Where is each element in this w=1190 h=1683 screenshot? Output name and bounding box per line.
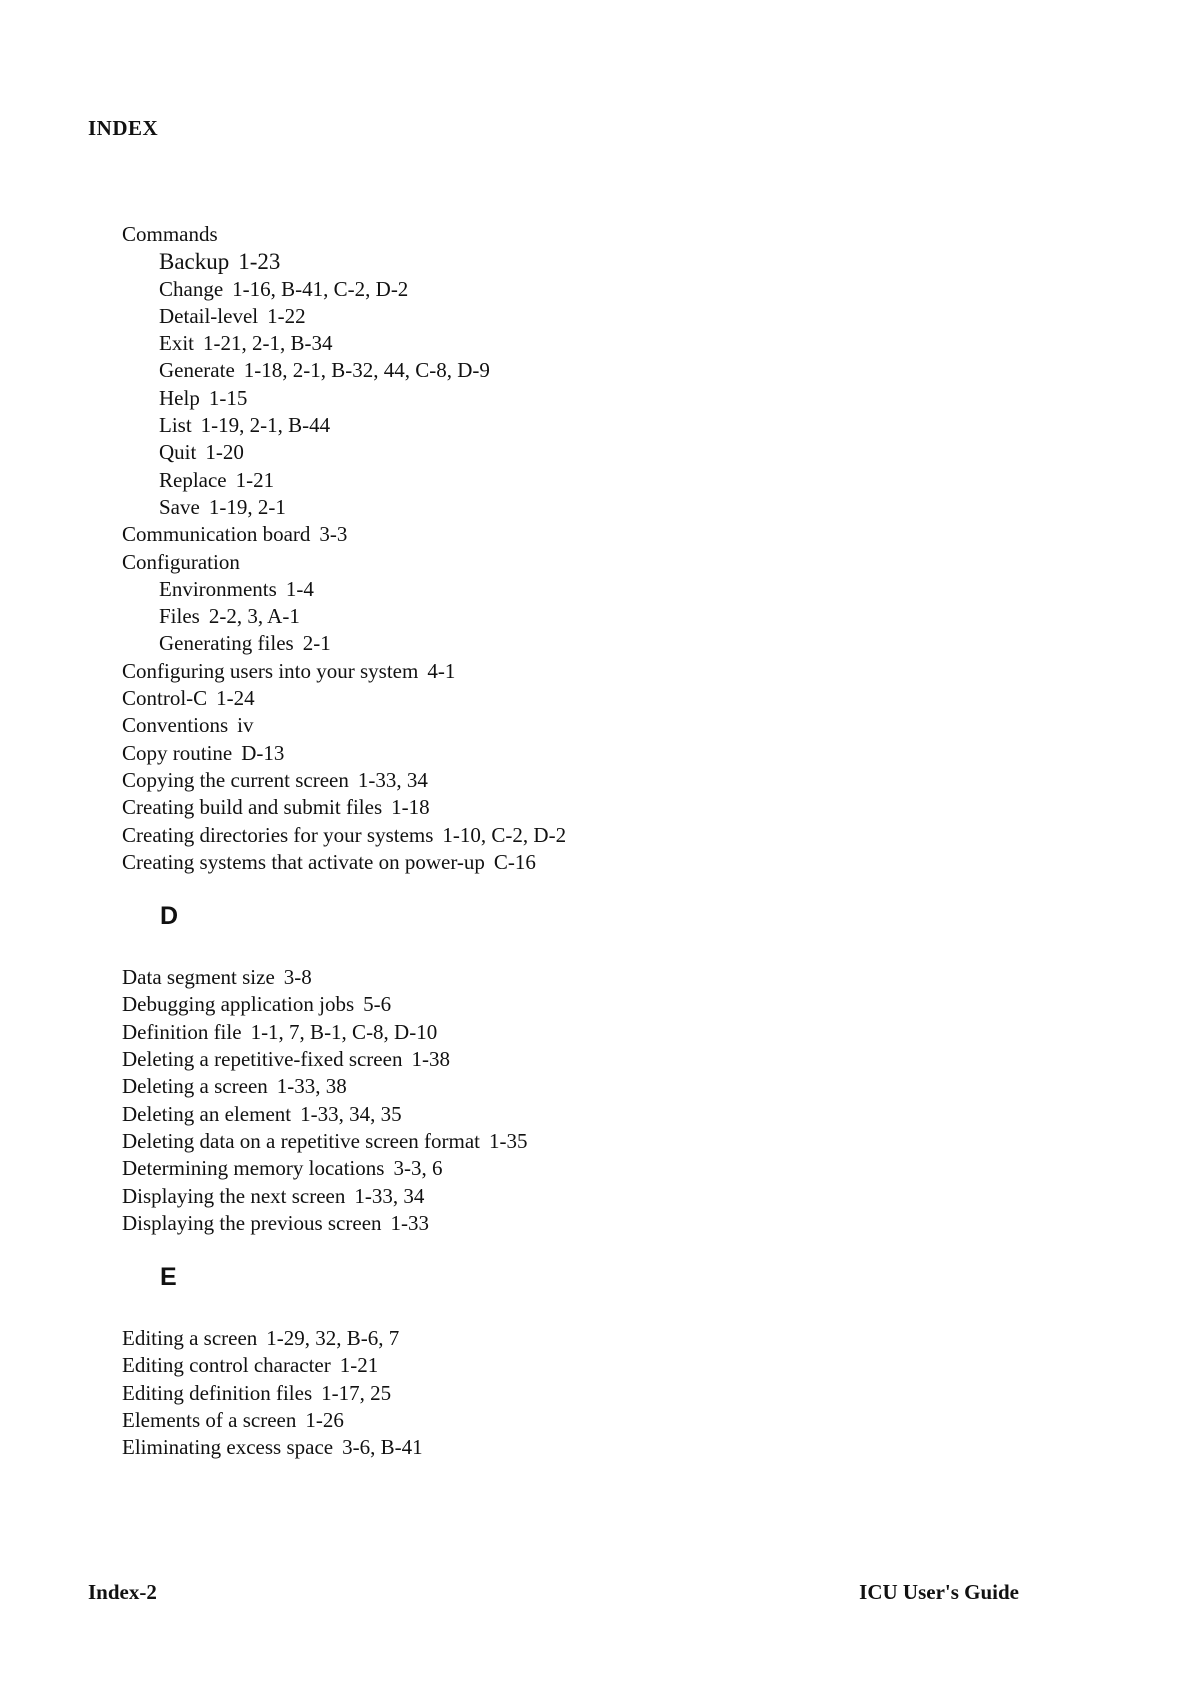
index-term: Deleting data on a repetitive screen format — [122, 1128, 481, 1153]
index-entry — [122, 685, 1022, 712]
index-term: Editing control character — [122, 1353, 331, 1378]
index-list — [122, 221, 1022, 1462]
index-page-refs: 1-22 — [267, 303, 306, 328]
index-entry — [122, 740, 1022, 767]
index-entry — [122, 1019, 1022, 1046]
index-entry — [122, 1046, 1022, 1073]
index-subentry — [122, 248, 1022, 275]
index-page-refs: 1-33, 34 — [357, 767, 428, 792]
index-section-e — [122, 1325, 1022, 1461]
index-page-refs: 1-33, 38 — [276, 1074, 347, 1099]
index-entry — [122, 794, 1022, 821]
index-page-refs: 3-3 — [319, 522, 348, 547]
index-term: Determining memory locations — [122, 1156, 385, 1181]
index-page-refs: 1-26 — [305, 1407, 344, 1432]
index-entry — [122, 658, 1022, 685]
index-term: Debugging application jobs — [122, 992, 355, 1017]
index-page-refs: C-16 — [493, 849, 536, 874]
index-term: Conventions — [122, 713, 229, 738]
index-subentry — [122, 385, 1022, 412]
index-page-refs: 2-1 — [302, 631, 331, 656]
index-page-refs: 4-1 — [427, 658, 456, 683]
index-subentry — [122, 303, 1022, 330]
page-number: Index-2 — [88, 1580, 157, 1604]
index-page-refs: 1-1, 7, B-1, C-8, D-10 — [250, 1019, 438, 1044]
index-term: Files — [159, 604, 200, 629]
index-page-refs: 1-21 — [235, 467, 275, 492]
index-entry — [122, 221, 1022, 248]
index-page-refs: 1-38 — [411, 1047, 450, 1072]
index-entry — [122, 767, 1022, 794]
index-term: Change — [159, 276, 224, 301]
section-letter-d: D — [160, 902, 179, 931]
index-term: Editing definition files — [122, 1380, 313, 1405]
index-term: Deleting a screen — [122, 1074, 268, 1099]
index-subentry — [122, 576, 1022, 603]
index-term: Creating systems that activate on power-up — [122, 849, 485, 874]
index-term: Quit — [159, 440, 197, 465]
index-entry — [122, 991, 1022, 1018]
index-page-refs: 3-8 — [283, 965, 312, 990]
index-entry — [122, 822, 1022, 849]
index-term: Elements of a screen — [122, 1407, 297, 1432]
index-term: Save — [159, 494, 200, 519]
index-page-refs: 1-21, 2-1, B-34 — [203, 331, 333, 356]
index-entry — [122, 521, 1022, 548]
index-page-refs: 1-19, 2-1 — [208, 494, 286, 519]
section-letter-e: E — [160, 1263, 177, 1292]
index-subentry — [122, 357, 1022, 384]
index-entry — [122, 712, 1022, 739]
index-subentry — [122, 494, 1022, 521]
index-term: Detail-level — [159, 303, 259, 328]
index-page-refs: 1-23 — [238, 249, 281, 275]
index-term: Control-C — [122, 686, 208, 711]
index-page-refs: 1-33, 34 — [354, 1183, 425, 1208]
index-subentry — [122, 412, 1022, 439]
index-term: Configuration — [122, 549, 240, 574]
index-page-refs: 1-33 — [390, 1210, 430, 1235]
index-entry — [122, 549, 1022, 576]
index-term: Commands — [122, 222, 218, 246]
page-title: INDEX — [88, 116, 159, 140]
index-term: Configuring users into your system — [122, 658, 419, 683]
index-term: Generate — [159, 358, 235, 383]
index-page-refs: 1-16, B-41, C-2, D-2 — [232, 276, 409, 301]
index-entry — [122, 1183, 1022, 1210]
index-page-refs: 1-21 — [339, 1353, 379, 1378]
index-term: Exit — [159, 331, 194, 356]
index-term: Copying the current screen — [122, 767, 349, 792]
index-term: Editing a screen — [122, 1326, 258, 1351]
index-entry — [122, 1210, 1022, 1237]
index-page-refs: 1-33, 34, 35 — [300, 1101, 402, 1126]
index-term: Data segment size — [122, 965, 275, 990]
index-entry — [122, 1101, 1022, 1128]
index-term: Displaying the next screen — [122, 1183, 346, 1208]
index-page-refs: 1-29, 32, B-6, 7 — [266, 1326, 400, 1351]
index-page-refs: 3-3, 6 — [393, 1156, 443, 1181]
index-term: Environments — [159, 576, 277, 601]
index-subentry — [122, 603, 1022, 630]
index-entry — [122, 1407, 1022, 1434]
index-entry — [122, 1325, 1022, 1352]
index-entry — [122, 1352, 1022, 1379]
index-subentry — [122, 276, 1022, 303]
index-term: Generating files — [159, 631, 294, 656]
index-term: Creating build and submit files — [122, 795, 383, 820]
index-page-refs: 1-4 — [285, 576, 314, 601]
index-term: Replace — [159, 467, 227, 492]
index-page-refs: 1-20 — [205, 440, 244, 465]
index-term: Deleting a repetitive-fixed screen — [122, 1047, 403, 1072]
index-term: Definition file — [122, 1019, 242, 1044]
index-entry — [122, 1155, 1022, 1182]
index-page-refs: 1-15 — [208, 385, 248, 410]
index-page-refs: 1-10, C-2, D-2 — [442, 822, 567, 847]
book-title: ICU User's Guide — [859, 1580, 1019, 1604]
index-term: Eliminating excess space — [122, 1435, 334, 1460]
index-page-refs: 1-35 — [489, 1128, 528, 1153]
index-page-refs: D-13 — [241, 740, 285, 765]
index-page-refs: 1-18 — [391, 795, 430, 820]
index-entry — [122, 1073, 1022, 1100]
index-subentry — [122, 439, 1022, 466]
index-subentry — [122, 467, 1022, 494]
index-entry — [122, 1128, 1022, 1155]
index-section-d — [122, 964, 1022, 1237]
index-term: Help — [159, 385, 200, 410]
index-term: Communication board — [122, 522, 311, 547]
index-entry — [122, 1434, 1022, 1461]
index-entry — [122, 1380, 1022, 1407]
index-entry — [122, 964, 1022, 991]
index-term: Backup — [159, 249, 230, 275]
index-entry — [122, 849, 1022, 876]
index-term: Copy routine — [122, 740, 233, 765]
index-page-refs: 1-17, 25 — [321, 1380, 392, 1405]
index-page-refs: iv — [237, 713, 254, 738]
index-term: Creating directories for your systems — [122, 822, 434, 847]
index-page-refs: 3-6, B-41 — [342, 1435, 423, 1460]
index-page-refs: 1-19, 2-1, B-44 — [200, 413, 331, 438]
index-term: Deleting an element — [122, 1101, 292, 1126]
index-subentry — [122, 630, 1022, 657]
index-page-refs: 1-18, 2-1, B-32, 44, C-8, D-9 — [243, 358, 490, 383]
index-term: Displaying the previous screen — [122, 1210, 382, 1235]
index-term: List — [159, 413, 192, 438]
index-page-refs: 1-24 — [216, 686, 255, 711]
index-section-c — [122, 221, 1022, 876]
index-page-refs: 2-2, 3, A-1 — [208, 604, 300, 629]
index-subentry — [122, 330, 1022, 357]
index-page-refs: 5-6 — [363, 992, 392, 1017]
